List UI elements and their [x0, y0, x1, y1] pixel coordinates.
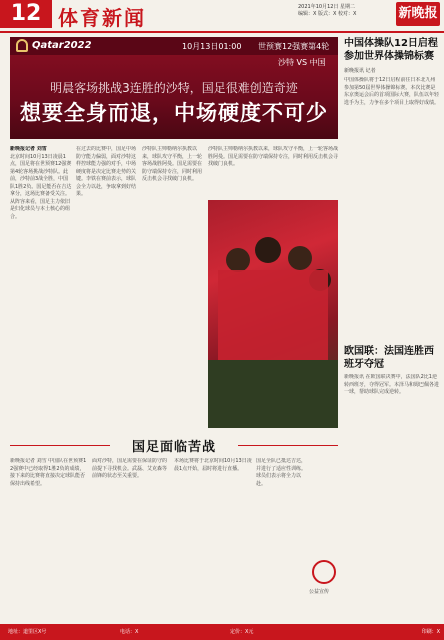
- mid-column-1: 新晚报记者 刘雪 中国队在世预赛12强赛中已经取得1胜2负的成绩，接下来的比赛将直接决定球队能否保持出线希望。: [10, 458, 87, 487]
- kicker: 明晨客场挑战3连胜的沙特，国足很难创造奇迹: [50, 81, 298, 95]
- right-byline: 新晚报讯 记者: [344, 68, 376, 74]
- right-headline: 中国体操队12日启程参加世界体操锦标赛: [344, 38, 438, 62]
- article-column-2: [76, 146, 138, 430]
- footer-address: 地址：道里区X号: [8, 629, 47, 635]
- masthead-rule: [0, 31, 444, 33]
- mid-column-4: 国足全队已抵达吉达，并进行了适应性训练。球员们表示将全力以赴。: [256, 458, 307, 487]
- article-text: 北京时间10月13日凌晨1点，国足将在世预赛12强赛第4轮客场挑战沙特队。此前，沙特前3战全胜，中国队1胜2负。国足能否在吉达拿分，这场比赛备受关注。从阵容来看，国足主力依旧是归化球员与本土核心的组合。: [10, 153, 72, 220]
- article-text: 在过去的比赛中，国足中场防守能力偏弱，面对沙特这样控球能力强的对手，中场硬度将是决定比赛走势的关键。李铁在赛前表示，球队会全力以赴，争取拿到好结果。: [76, 146, 137, 197]
- match-title: 世预赛12强赛第4轮: [258, 42, 330, 51]
- article-byline: 新晚报记者 刘雪: [10, 146, 47, 152]
- mid-headline: 国足面临苦战: [131, 440, 216, 455]
- section-title: 体育新闻: [58, 6, 146, 30]
- charity-logo-icon: [312, 560, 336, 584]
- hero-banner: [10, 37, 338, 139]
- mid-column-3: 本场比赛将于北京时间10月13日凌晨1点开始，届时将进行直播。: [174, 458, 252, 472]
- article-text: 沙特队主帅勒纳尔执教以来，球队攻守平衡，上一轮客场战胜阿曼。国足需要在防守端保持专注，同时利用反击机会寻找破门良机。: [208, 146, 338, 167]
- editor-line: 编辑：X 版式：X 校对：X: [298, 11, 357, 17]
- event-logo-text: Qatar2022: [32, 40, 92, 51]
- footer-phone: 电话：X: [120, 629, 139, 635]
- date-line: 2021年10月12日 星期二: [298, 4, 356, 10]
- right-sub-body: 新晚报讯 在欧国联决赛中，法国队2比1逆转西班牙，夺得冠军。本泽马和姆巴佩各进一球，帮助球队完成逆转。: [344, 374, 440, 395]
- right-subheadline: 欧国联：法国连胜西班牙夺冠: [344, 346, 434, 370]
- article-column-3: [142, 146, 204, 430]
- footer-print: 印刷：X: [421, 629, 440, 635]
- team-photo: [208, 200, 338, 428]
- article-column-1: [10, 146, 72, 430]
- charity-label: 公益宣传: [309, 589, 330, 595]
- match-teams: 沙特 VS 中国: [278, 58, 326, 67]
- footer: [0, 624, 444, 640]
- right-body: 中国体操队将于12日启程前往日本北九州参加第50届世界体操锦标赛。本次比赛是东京奥运会后的首项国际大赛，队伍以年轻选手为主，力争在多个项目上取得好成绩。: [344, 77, 440, 106]
- page-number: 12: [0, 0, 52, 28]
- footer-price: 定价：X元: [230, 629, 254, 635]
- mid-column-2: 面对沙特，国足需要在保证防守的前提下寻找机会。武磊、艾克森等前锋的状态至关重要。: [92, 458, 168, 479]
- newspaper-logo: 新晚报: [396, 2, 440, 26]
- mid-section-header: [10, 436, 338, 454]
- headline: 想要全身而退，中场硬度不可少: [20, 101, 328, 125]
- masthead: [0, 0, 444, 33]
- match-time: 10月13日01:00: [182, 42, 242, 51]
- world-cup-logo-icon: [16, 39, 28, 52]
- date-info: [298, 4, 398, 18]
- article-column-4: [208, 146, 338, 196]
- right-column: [344, 37, 440, 484]
- article-text: 沙特队主帅勒纳尔执教以来，球队攻守平衡，上一轮客场战胜阿曼。国足需要在防守端保持专注，同时利用反击机会寻找破门良机。: [142, 146, 203, 182]
- team-huddle-illustration: [208, 200, 338, 428]
